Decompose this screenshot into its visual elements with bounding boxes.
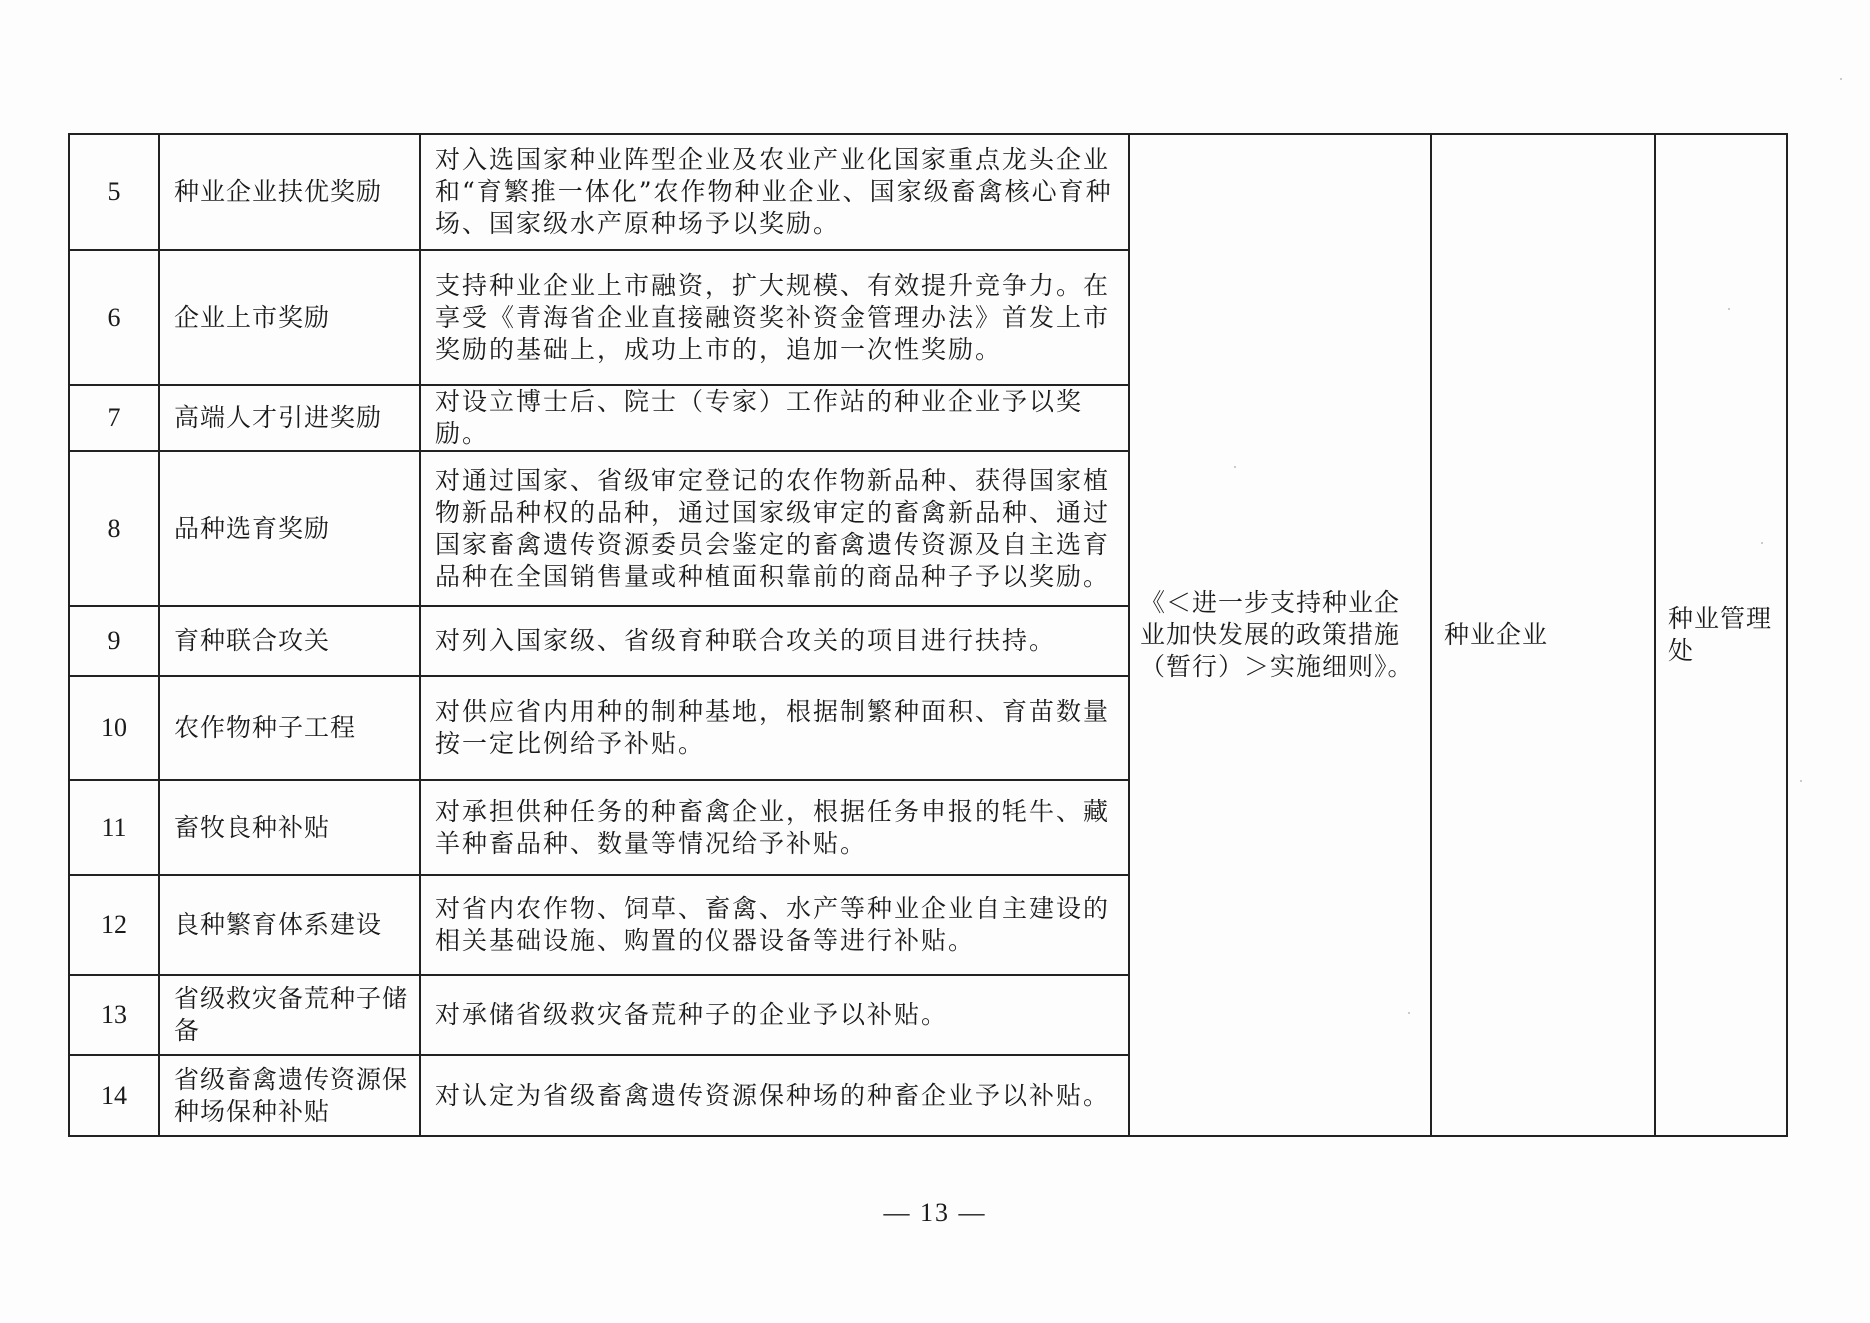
project-name: 高端人才引进奖励 xyxy=(159,385,420,451)
scan-speck xyxy=(1761,542,1763,544)
project-name: 省级畜禽遗传资源保种场保种补贴 xyxy=(159,1055,420,1136)
row-number: 13 xyxy=(69,975,159,1055)
project-name: 育种联合攻关 xyxy=(159,606,420,676)
project-description: 对通过国家、省级审定登记的农作物新品种、获得国家植物新品种权的品种，通过国家级审定的畜禽新品种、通过国家畜禽遗传资源委员会鉴定的畜禽遗传资源及自主选育品种在全国销售量或种植面积靠前的商品种子予以奖励。 xyxy=(420,451,1129,606)
support-target: 种业企业 xyxy=(1431,134,1655,1136)
scan-speck xyxy=(1840,78,1842,80)
project-name: 企业上市奖励 xyxy=(159,250,420,385)
project-description: 对列入国家级、省级育种联合攻关的项目进行扶持。 xyxy=(420,606,1129,676)
row-number: 5 xyxy=(69,134,159,250)
row-number: 7 xyxy=(69,385,159,451)
row-number: 8 xyxy=(69,451,159,606)
row-number: 10 xyxy=(69,676,159,780)
project-description: 对承储省级救灾备荒种子的企业予以补贴。 xyxy=(420,975,1129,1055)
page-number: — 13 — xyxy=(883,1198,987,1227)
row-number: 9 xyxy=(69,606,159,676)
project-description: 对供应省内用种的制种基地，根据制繁种面积、育苗数量按一定比例给予补贴。 xyxy=(420,676,1129,780)
project-description: 对省内农作物、饲草、畜禽、水产等种业企业自主建设的相关基础设施、购置的仪器设备等进行补贴。 xyxy=(420,875,1129,975)
row-number: 12 xyxy=(69,875,159,975)
project-name: 品种选育奖励 xyxy=(159,451,420,606)
project-name: 种业企业扶优奖励 xyxy=(159,134,420,250)
row-number: 6 xyxy=(69,250,159,385)
responsible-department: 种业管理处 xyxy=(1655,134,1787,1136)
project-description: 对认定为省级畜禽遗传资源保种场的种畜企业予以补贴。 xyxy=(420,1055,1129,1136)
table-row xyxy=(69,134,1787,250)
project-name: 良种繁育体系建设 xyxy=(159,875,420,975)
project-name: 省级救灾备荒种子储备 xyxy=(159,975,420,1055)
policy-basis: 《＜进一步支持种业企业加快发展的政策措施（暂行）＞实施细则》。 xyxy=(1129,134,1431,1136)
project-description: 对承担供种任务的种畜禽企业，根据任务申报的牦牛、藏羊种畜品种、数量等情况给予补贴。 xyxy=(420,780,1129,875)
scan-speck xyxy=(1800,780,1802,782)
policy-table xyxy=(68,133,1788,1137)
project-name: 农作物种子工程 xyxy=(159,676,420,780)
scan-speck xyxy=(1728,308,1730,310)
scan-speck xyxy=(1234,466,1236,468)
row-number: 11 xyxy=(69,780,159,875)
project-description: 对设立博士后、院士（专家）工作站的种业企业予以奖励。 xyxy=(420,385,1129,451)
project-description: 支持种业企业上市融资，扩大规模、有效提升竞争力。在享受《青海省企业直接融资奖补资金管理办法》首发上市奖励的基础上，成功上市的，追加一次性奖励。 xyxy=(420,250,1129,385)
project-description: 对入选国家种业阵型企业及农业产业化国家重点龙头企业和“育繁推一体化”农作物种业企业、国家级畜禽核心育种场、国家级水产原种场予以奖励。 xyxy=(420,134,1129,250)
scan-speck xyxy=(1408,1012,1410,1014)
row-number: 14 xyxy=(69,1055,159,1136)
project-name: 畜牧良种补贴 xyxy=(159,780,420,875)
